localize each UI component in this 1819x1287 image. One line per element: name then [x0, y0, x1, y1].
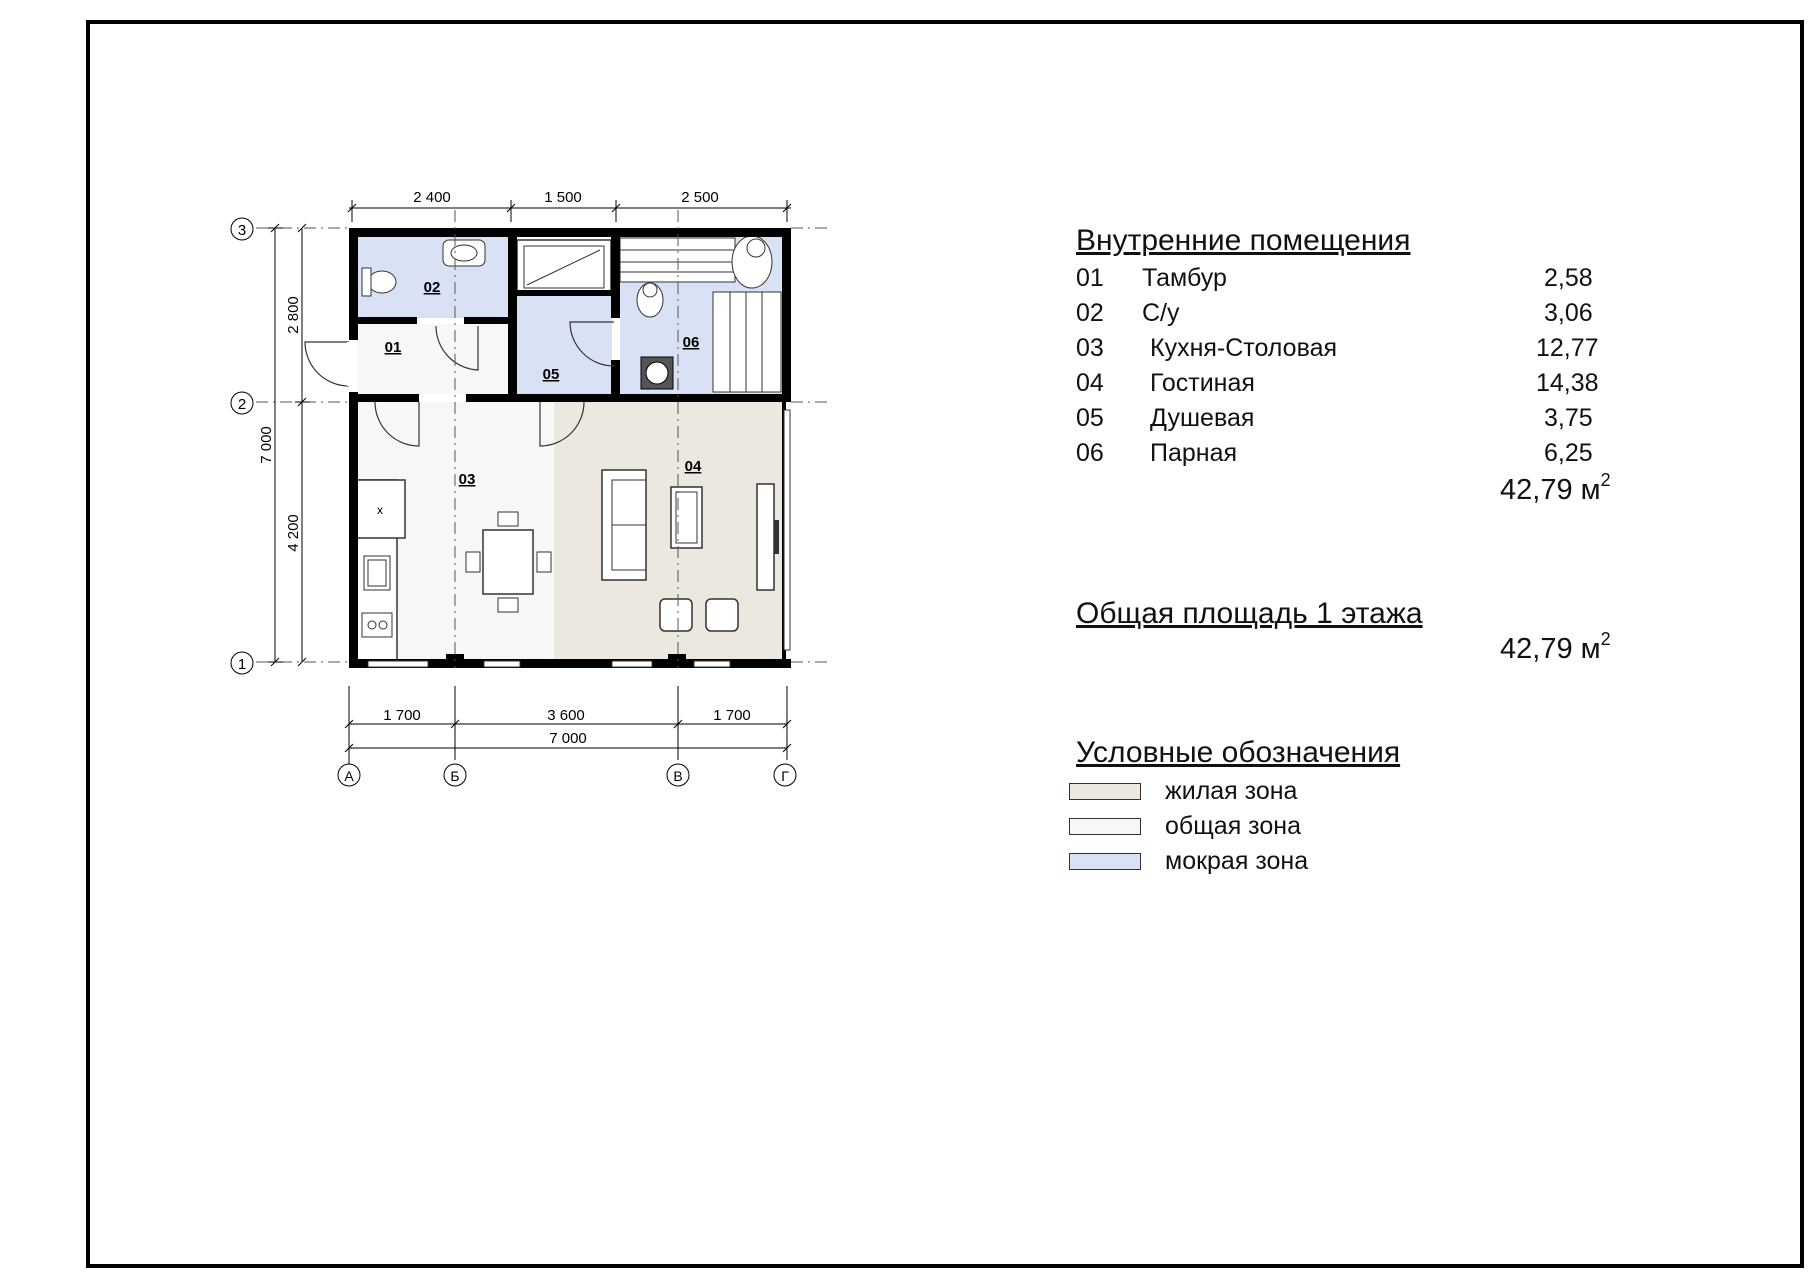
room-label-04: 04 [684, 458, 702, 475]
dim-bottom-1: 1 700 [383, 707, 421, 724]
sink [443, 240, 485, 266]
room-area: 14,38 [1536, 369, 1599, 397]
dim-bottom-total: 7 000 [549, 730, 587, 747]
svg-text:x: x [377, 503, 383, 517]
room-num: 03 [1076, 334, 1104, 362]
legend-swatch-common [1069, 818, 1141, 835]
room-label-01: 01 [384, 339, 402, 356]
rooms-total [1500, 470, 1611, 507]
window [784, 410, 790, 650]
dim-left-total: 7 000 [258, 426, 275, 464]
axis-col-v: В [673, 768, 683, 784]
room-05-fill [516, 296, 612, 394]
armchair [660, 599, 692, 631]
axis-col-g: Г [781, 768, 789, 784]
room-num: 04 [1076, 369, 1104, 397]
room-num: 05 [1076, 404, 1104, 432]
dining-table [483, 530, 533, 594]
room-label-02: 02 [423, 279, 441, 296]
armchair [706, 599, 738, 631]
dim-left-1: 2 800 [285, 296, 302, 334]
window [694, 661, 730, 667]
room-label-05: 05 [542, 366, 560, 383]
rooms-total-unit-exponent: 2 [1600, 470, 1611, 490]
room-area: 12,77 [1536, 334, 1599, 362]
dim-top-1: 2 400 [413, 189, 451, 206]
room-label-06: 06 [682, 334, 700, 351]
window [484, 661, 520, 667]
rooms-title: Внутренние помещения [1076, 224, 1411, 257]
tv-unit [757, 484, 774, 590]
room-01-fill [357, 324, 508, 394]
legend-swatch-wet [1069, 853, 1141, 870]
dim-top-2: 1 500 [544, 189, 582, 206]
window [612, 661, 652, 667]
room-area: 3,75 [1544, 404, 1593, 432]
room-area: 6,25 [1544, 439, 1593, 467]
window [368, 661, 428, 667]
legend-title: Условные обозначения [1076, 736, 1401, 769]
room-num: 06 [1076, 439, 1104, 467]
axis-row-3: 3 [237, 222, 247, 239]
room-name: Гостиная [1150, 369, 1255, 397]
legend-label: жилая зона [1165, 777, 1298, 805]
room-name: Душевая [1150, 404, 1255, 432]
dim-top-3: 2 500 [681, 189, 719, 206]
room-name: С/у [1142, 299, 1180, 327]
floor-area-total-value: 42,79 м [1500, 633, 1601, 665]
dim-left-2: 4 200 [285, 514, 302, 552]
dim-bottom-3: 1 700 [713, 707, 751, 724]
axis-col-b: Б [450, 768, 460, 784]
room-name: Кухня-Столовая [1150, 334, 1338, 362]
floor-area-title: Общая площадь 1 этажа [1076, 597, 1423, 630]
room-num: 02 [1076, 299, 1104, 327]
room-num: 01 [1076, 264, 1104, 292]
rooms-total-value: 42,79 м [1500, 474, 1601, 506]
room-area: 2,58 [1544, 264, 1593, 292]
floor-area-unit-exponent: 2 [1600, 629, 1611, 649]
axis-row-1: 1 [237, 656, 247, 673]
axis-row-2: 2 [237, 396, 247, 413]
legend-swatch-living [1069, 783, 1141, 800]
legend-label: общая зона [1165, 812, 1301, 840]
room-name: Парная [1150, 439, 1238, 467]
sauna-bench-side [713, 292, 781, 392]
toilet [368, 271, 396, 293]
room-label-03: 03 [458, 471, 476, 488]
legend-label: мокрая зона [1165, 847, 1309, 875]
dim-bottom-2: 3 600 [547, 707, 585, 724]
room-area: 3,06 [1544, 299, 1593, 327]
room-name: Тамбур [1142, 264, 1227, 292]
axis-col-a: А [344, 768, 354, 784]
floor-area-total [1500, 629, 1611, 666]
